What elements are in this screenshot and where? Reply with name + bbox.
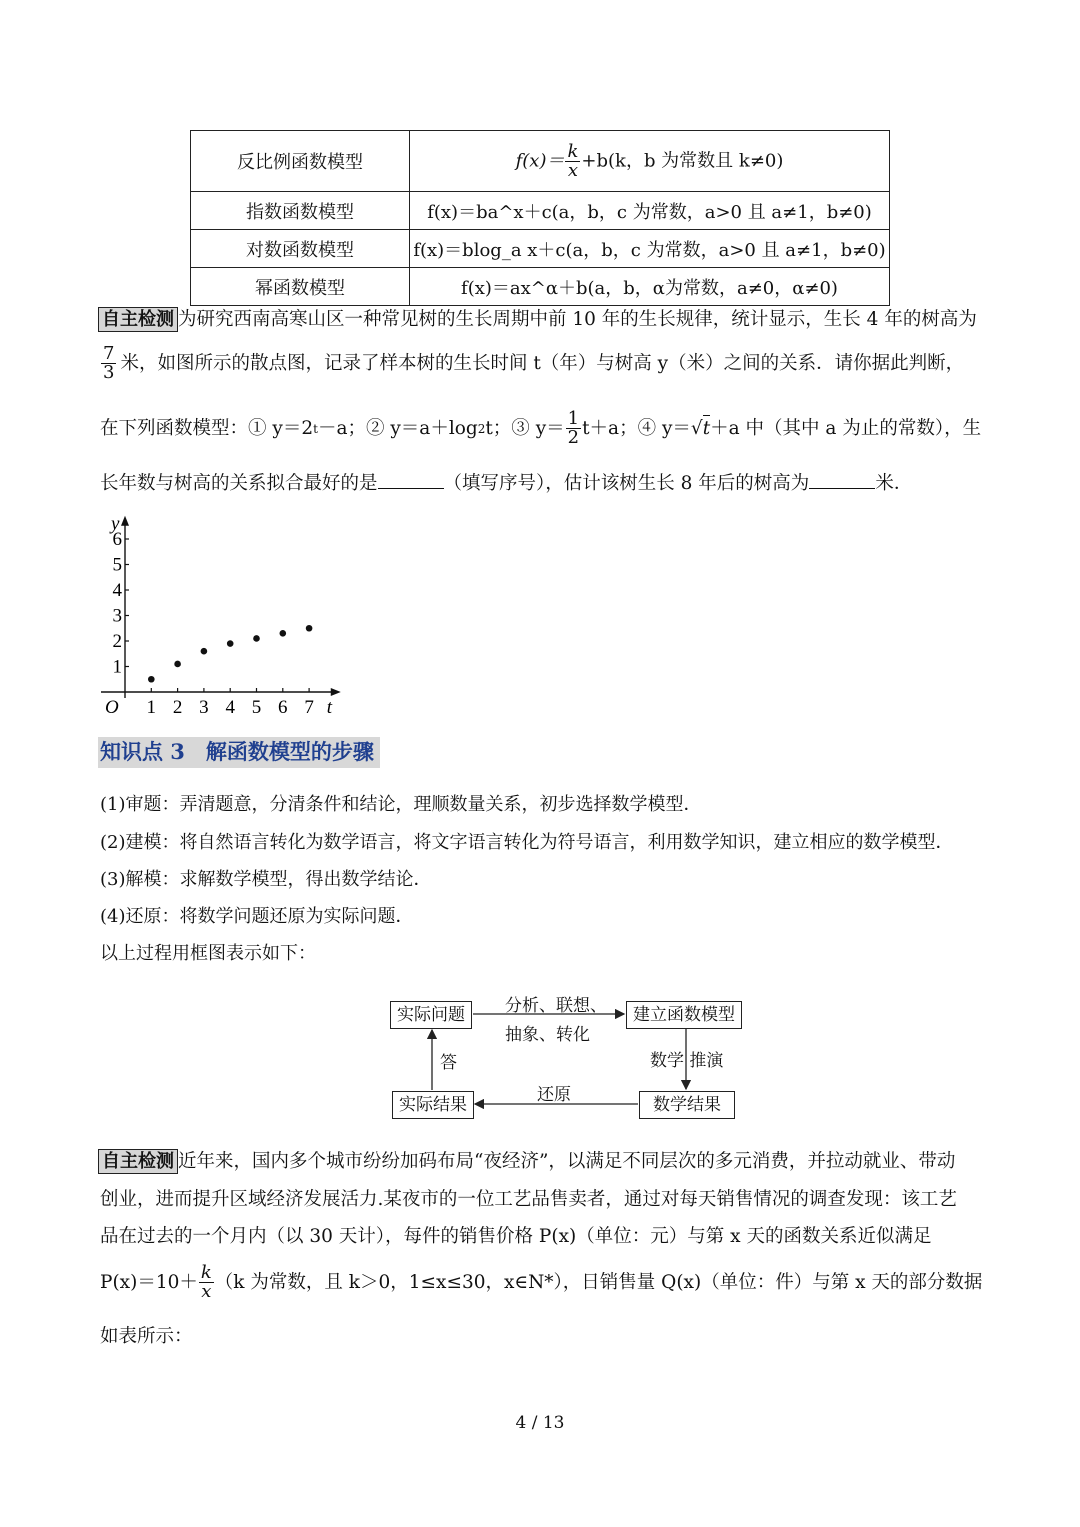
y-tick-label: 2 [112,631,122,652]
self-check-tag: 自主检测 [98,1149,178,1174]
x-tick-label: 7 [304,697,314,718]
model-name: 指数函数模型 [191,192,410,230]
model-name: 反比例函数模型 [191,131,410,192]
check1-line4: 长年数与树高的关系拟合最好的是 （填写序号），估计该树生长 8 年后的树高为 米． [100,470,912,497]
check2-line2: 创业，进而提升区域经济发展活力.某夜市的一位工艺品售卖者，通过对每天销售情况的调查发现：该工艺 [100,1189,957,1210]
fraction-seven-thirds: $\frac{7}{3}$ [103,343,115,383]
fraction-k-over-x: $\frac{k}{x}$ [567,140,579,181]
label-analyze: 分析、联想、 [505,996,607,1016]
model-name: 幂函数模型 [191,268,410,306]
answer-blank[interactable] [809,470,875,489]
knowledge-point-title: 知识点 3 解函数模型的步骤 [98,736,380,766]
sqrt-sign: √ [690,417,703,439]
table-row [191,131,890,192]
page-number: 4 / 13 [515,1413,565,1433]
x-axis-arrow [331,688,341,696]
data-point [201,648,208,655]
table-row [191,230,890,268]
y-tick-label: 1 [112,656,122,678]
check1-line3: 在下列函数模型：① y＝2 t －a；② y＝a＋log 2 t；③ y＝ $\frac{1}{2}$ t＋a；④ y＝ √ t ＋a 中（其中 a 为止的常数），生 [100,408,982,448]
model-formula: f(x)＝blog_a x＋c(a，b，c 为常数，a>0 且 a≠1，b≠0) [410,230,890,268]
self-check-tag: 自主检测 [98,307,178,332]
fx-prefix: f(x)＝ [515,150,565,171]
y-axis-arrow [121,516,129,526]
x-tick-label: 1 [146,697,157,718]
label-abstract: 抽象、转化 [505,1025,590,1045]
model-formula: f(x)＝ $\frac{k}{x}$ +b(k，b 为常数且 k≠0) [410,131,890,192]
x-axis-label: t [326,697,333,718]
label-answer: 答 [440,1053,457,1073]
scatter-chart [95,500,365,725]
step-4: (4)还原：将数学问题还原为实际问题． [100,906,414,927]
x-tick-label: 5 [251,697,262,718]
y-tick-label: 5 [112,554,122,576]
y-axis-label: y [111,513,120,535]
check2-line4: P(x)＝10＋ $\frac{k}{x}$ （k 为常数，且 k＞0，1≤x≤30，x∈N*），日销售量 Q(x)（单位：件）与第 x 天的部分数据 [100,1262,983,1302]
x-tick-label: 3 [199,697,209,718]
check2-line5: 如表所示： [100,1326,193,1347]
x-tick-label: 4 [225,697,235,718]
step-1: (1)审题：弄清题意，分清条件和结论，理顺数量关系，初步选择数学模型． [100,794,702,815]
box-build-model: 建立函数模型 [626,1001,742,1029]
function-model-table [190,130,890,306]
check1-line2: $\frac{7}{3}$ 米，如图所示的散点图，记录了样本树的生长时间 t（年）与树高 y（米）之间的关系．请你据此判断， [103,343,965,383]
origin-label: O [105,697,119,718]
answer-blank[interactable] [378,470,444,489]
data-point [227,640,234,647]
data-point [280,630,287,637]
check1-line1: 自主检测 为研究西南高寒山区一种常见树的生长周期中前 10 年的生长规律，统计显示，生长 4 年的树高为 [98,307,977,333]
data-point [174,661,181,668]
data-point [253,635,260,642]
label-derive: 数学 推演 [650,1051,724,1071]
chart-layer [101,514,341,718]
box-math-result: 数学结果 [639,1091,735,1119]
step-3: (3)解模：求解数学模型，得出数学结论． [100,869,432,890]
box-real-result: 实际结果 [392,1091,474,1119]
data-point [306,625,313,632]
x-tick-label: 6 [278,697,288,718]
model-formula: f(x)＝ba^x＋c(a，b，c 为常数，a>0 且 a≠1，b≠0) [410,192,890,230]
table-row [191,192,890,230]
fraction-k-over-x: $\frac{k}{x}$ [200,1262,212,1302]
check2-line3: 品在过去的一个月内（以 30 天计），每件的销售价格 P(x)（单位：元）与第 x 天的函数关系近似满足 [100,1226,932,1247]
flow-intro: 以上过程用框图表示如下： [100,943,316,964]
y-tick-label: 3 [112,605,122,627]
model-formula: f(x)＝ax^α＋b(a，b，α为常数，a≠0，α≠0) [410,268,890,306]
y-tick-label: 6 [112,529,122,550]
data-point [148,676,155,683]
fraction-one-half: $\frac{1}{2}$ [567,408,580,448]
table-row [191,268,890,306]
check2-line1: 自主检测 近年来，国内多个城市纷纷加码布局“夜经济”，以满足不同层次的多元消费，并拉动就业、带动 [98,1149,955,1175]
label-restore: 还原 [537,1085,571,1105]
x-tick-label: 2 [172,697,183,718]
y-tick-label: 4 [112,580,122,601]
step-2: (2)建模：将自然语言转化为数学语言，将文字语言转化为符号语言，利用数学知识，建立相应的数学模型． [100,832,954,853]
box-real-problem: 实际问题 [390,1001,472,1029]
model-name: 对数函数模型 [191,230,410,268]
